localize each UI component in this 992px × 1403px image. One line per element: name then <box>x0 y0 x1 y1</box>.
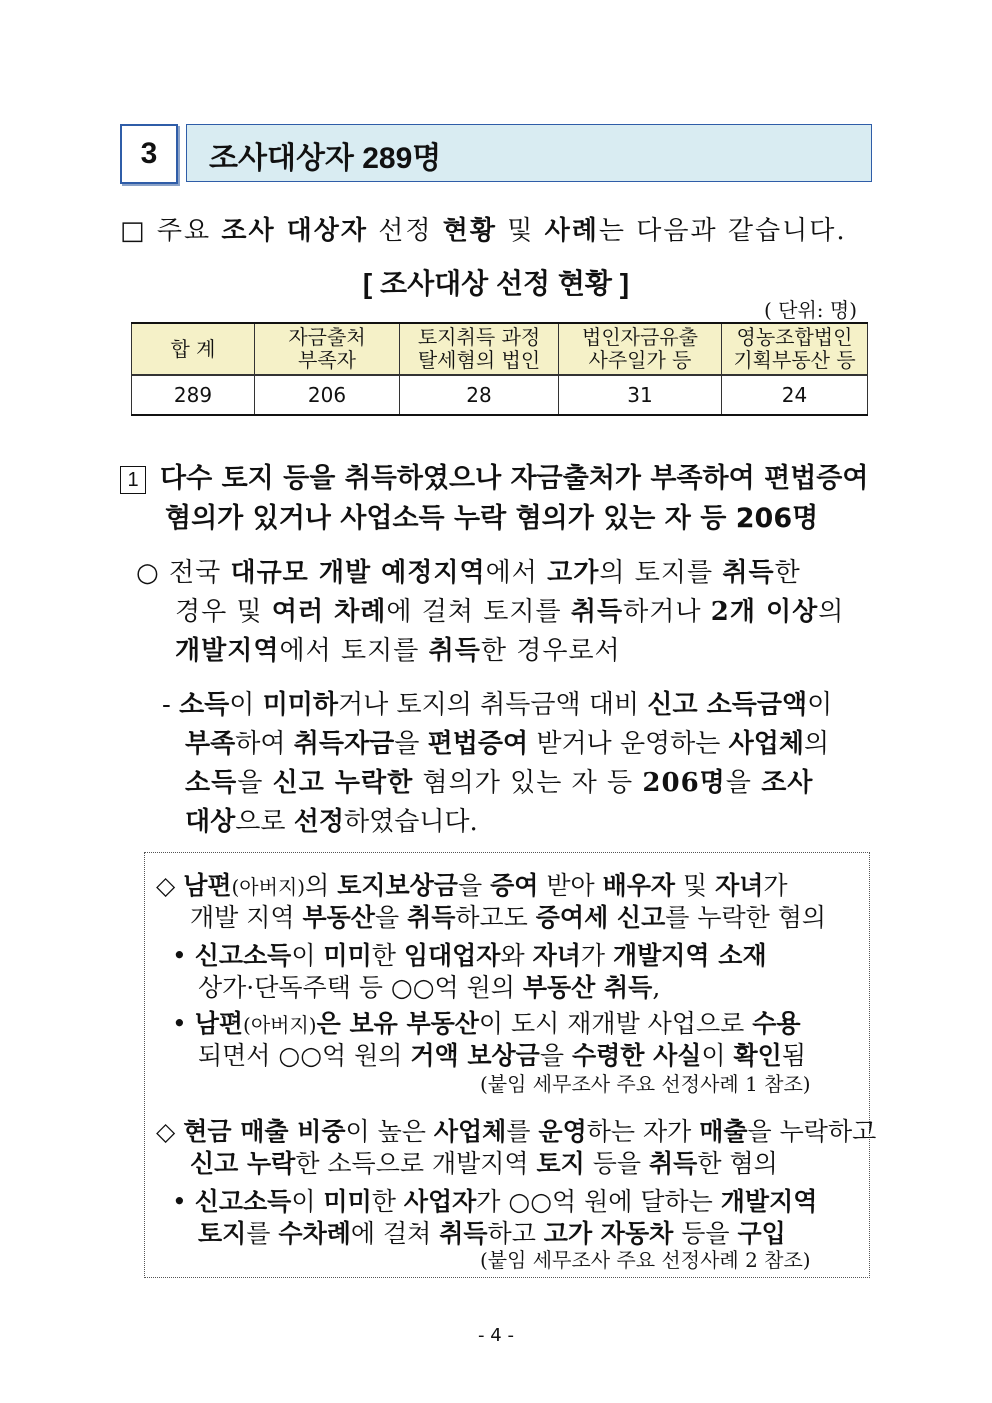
section-number: 3 <box>120 124 178 184</box>
table-unit: ( 단위: 명) <box>764 298 858 322</box>
case1-reference: (붙임 세무조사 주요 선정사례 1 참조) <box>480 1072 811 1096</box>
case1-bullet2-line1: • 남편(아버지)은 보유 부동산이 도시 재개발 사업으로 수용 <box>172 1009 801 1038</box>
item1-heading-line2: 혐의가 있거나 사업소득 누락 혐의가 있는 자 등 206명 <box>165 503 819 534</box>
intro-sentence: □ 주요 조사 대상자 선정 현황 및 사례는 다음과 같습니다. <box>120 216 847 246</box>
item1-heading: 1 다수 토지 등을 취득하였으나 자금출처가 부족하여 편법증여 <box>120 456 872 495</box>
table-title: [ 조사대상 선정 현황 ] <box>362 268 630 299</box>
page-number: - 4 - <box>478 1325 514 1346</box>
table-header: 합 계 <box>132 323 255 375</box>
dash-para-line3: 소득을 신고 누락한 혐의가 있는 자 등 206명을 조사 <box>185 768 814 798</box>
table-header: 법인자금유출 사주일가 등 <box>559 323 722 375</box>
case2-heading-line2: 신고 누락한 소득으로 개발지역 토지 등을 취득한 혐의 <box>190 1149 778 1178</box>
table-row <box>132 375 868 415</box>
table-cell: 28 <box>400 375 559 415</box>
case1-bullet2-line2: 되면서 ○○억 원의 거액 보상금을 수령한 사실이 확인됨 <box>198 1041 806 1070</box>
table-cell: 31 <box>559 375 722 415</box>
case2-reference: (붙임 세무조사 주요 선정사례 2 참조) <box>480 1248 811 1272</box>
circle-para-line1: ○ 전국 대규모 개발 예정지역에서 고가의 토지를 취득한 <box>136 558 801 588</box>
survey-table <box>131 322 868 416</box>
circle-para-line2: 경우 및 여러 차례에 걸쳐 토지를 취득하거나 2개 이상의 <box>175 597 845 627</box>
section-header <box>120 124 872 182</box>
case2-bullet1-line2: 토지를 수차례에 걸쳐 취득하고 고가 자동차 등을 구입 <box>198 1219 786 1248</box>
section-title-box <box>186 124 872 182</box>
dash-para-line2: 부족하여 취득자금을 편법증여 받거나 운영하는 사업체의 <box>185 729 830 759</box>
table-header-row <box>132 323 868 375</box>
circle-para-line3: 개발지역에서 토지를 취득한 경우로서 <box>175 636 621 666</box>
table-cell: 289 <box>132 375 255 415</box>
case1-heading-line2: 개발 지역 부동산을 취득하고도 증여세 신고를 누락한 혐의 <box>190 903 827 932</box>
dash-para-line1: - 소득이 미미하거나 토지의 취득금액 대비 신고 소득금액이 <box>162 690 833 720</box>
section-title: 조사대상자 289명 <box>209 142 442 175</box>
table-header: 토지취득 과정 탈세혐의 법인 <box>400 323 559 375</box>
table-header: 영농조합법인 기획부동산 등 <box>722 323 868 375</box>
case2-bullet1-line1: • 신고소득이 미미한 사업자가 ○○억 원에 달하는 개발지역 <box>172 1187 818 1216</box>
table-cell: 206 <box>255 375 400 415</box>
case1-heading-line1: ◇ 남편(아버지)의 토지보상금을 증여 받아 배우자 및 자녀가 <box>156 871 788 900</box>
dash-para-line4: 대상으로 선정하였습니다. <box>185 807 478 837</box>
item-number-box: 1 <box>120 466 146 494</box>
table-header: 자금출처 부족자 <box>255 323 400 375</box>
case1-bullet1-line2: 상가·단독주택 등 ○○억 원의 부동산 취득, <box>198 973 661 1002</box>
case2-heading-line1: ◇ 현금 매출 비중이 높은 사업체를 운영하는 자가 매출을 누락하고 <box>156 1117 877 1146</box>
table-cell: 24 <box>722 375 868 415</box>
case1-bullet1-line1: • 신고소득이 미미한 임대업자와 자녀가 개발지역 소재 <box>172 941 767 970</box>
